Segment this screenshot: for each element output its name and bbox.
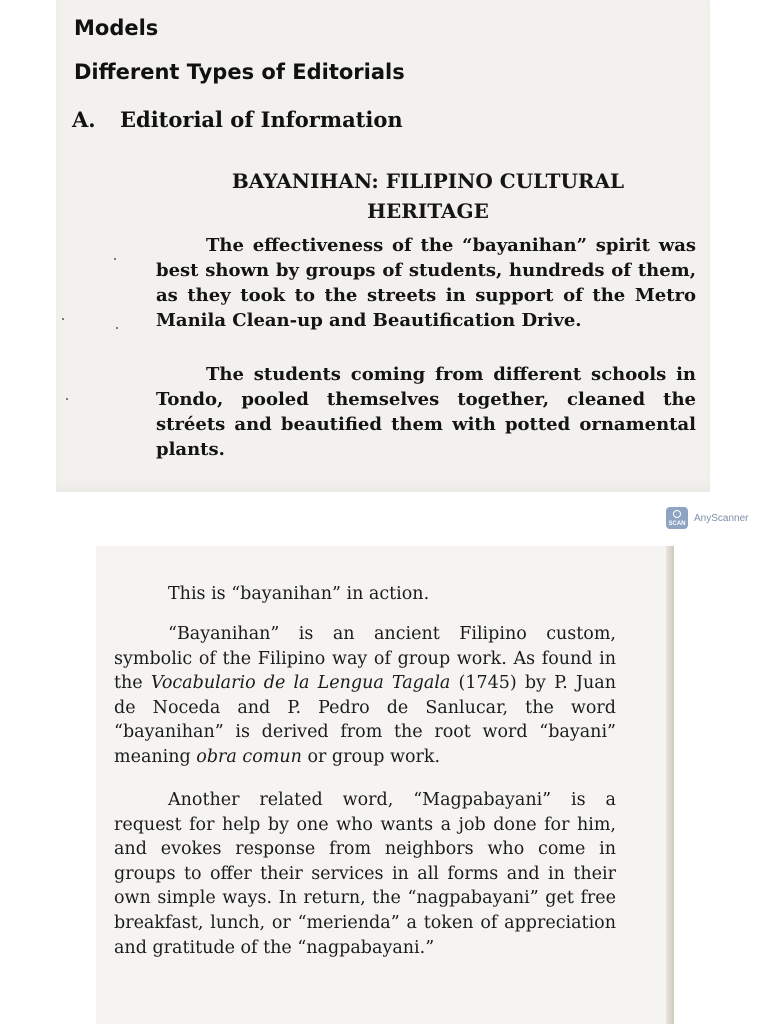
anyscanner-watermark: [666, 507, 748, 529]
heading-models: Models: [74, 16, 159, 40]
origin-term: obra comun: [196, 746, 302, 767]
paragraph-bayanihan-origin: [114, 622, 616, 770]
scanned-page-top: [56, 0, 710, 492]
paragraph-students: The students coming from different schools in Tondo, pooled themselves together, cleaned the stréets and beautified them with potted ornamental plants.: [156, 364, 696, 460]
scan-speck: [116, 327, 118, 329]
section-title: Editorial of Information: [120, 107, 403, 132]
origin-text-c: or group work.: [301, 746, 441, 767]
origin-book-title: Vocabulario de la Lengua Tagala: [150, 673, 451, 694]
scan-speck: [66, 398, 68, 400]
scanner-logo-icon: SCAN: [666, 507, 688, 529]
page-edge: [666, 546, 674, 1024]
section-letter: A.: [72, 107, 96, 132]
paragraph-effectiveness: The effectiveness of the “bayanihan” spirit was best shown by groups of students, hundreds of them, as they took to the streets in support of the Metro Manila Clean-up and Beautification Drive.: [156, 235, 696, 331]
paragraph-magpabayani: Another related word, “Magpabayani” is a request for help by one who wants a job done for him, and evokes response from neighbors who come in groups to offer their services in all forms and in their own simple ways. In return, the “nagpabayani” get free breakfast, lunch, or “merienda” a token of appreciation and gratitude of the “nagpabayani.”: [114, 790, 616, 958]
origin-text-b: (1745) by P. Juan de Noceda and P. Pedro de Sanlucar, the word “bayanihan” is derived from the root word “bayani” meaning: [114, 673, 616, 767]
article-title-line-2: HERITAGE: [367, 199, 489, 223]
scanned-page-bottom: [96, 546, 674, 1024]
paragraph-lead: This is “bayanihan” in action.: [168, 584, 430, 604]
scan-speck: [114, 258, 116, 260]
article-title: [206, 166, 650, 226]
heading-editorial-types: Different Types of Editorials: [74, 60, 405, 84]
scan-speck: [62, 318, 64, 320]
article-title-line-1: BAYANIHAN: FILIPINO CULTURAL: [231, 169, 625, 193]
origin-text-a: “Bayanihan” is an ancient Filipino custom, symbolic of the Filipino way of group work. As found in the: [114, 624, 616, 694]
section-heading: [72, 107, 403, 132]
scanner-label: AnyScanner: [694, 512, 749, 524]
